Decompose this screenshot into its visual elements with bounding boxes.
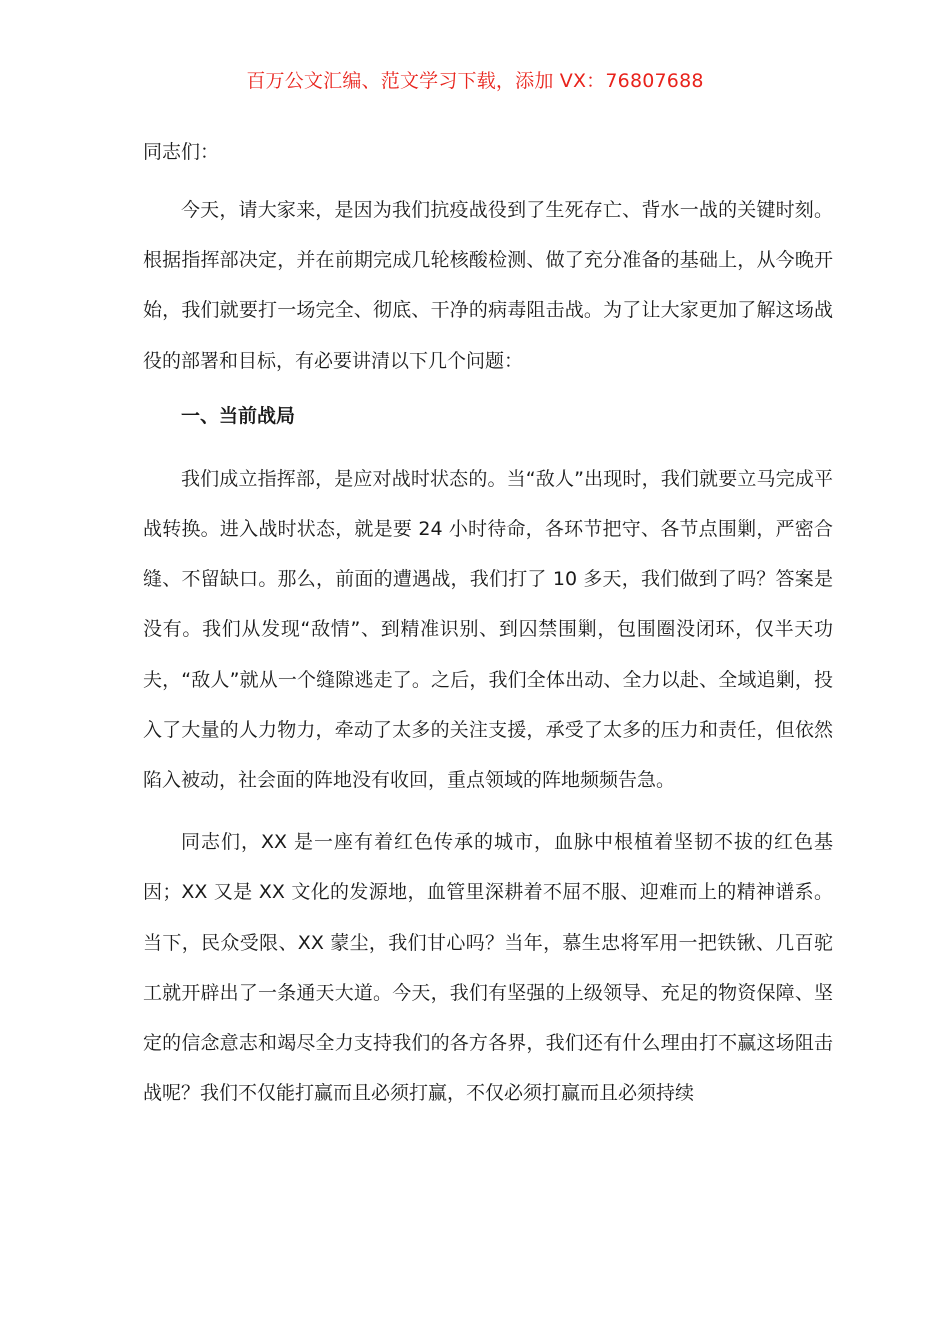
- section-paragraph: 同志们，XX 是一座有着红色传承的城市，血脉中根植着坚韧不拔的红色基因；XX 又是 XX 文化的发源地，血管里深耕着不屈不服、迎难而上的精神谱系。当下，民众受限、XX 蒙尘，我们甘心吗？当年，慕生忠将军用一把铁锹、几百驼工就开辟出了一条通天大道。今天，我们有坚强的上级领导、充足的物资保障、坚定的信念意志和竭尽全力支持我们的各方各界，我们还有什么理由打不赢这场阻击战呢？我们不仅能打赢而且必须打赢，不仅必须打赢而且必须持续: [143, 831, 833, 1105]
- intro-paragraph: 今天，请大家来，是因为我们抗疫战役到了生死存亡、背水一战的关键时刻。根据指挥部决定，并在前期完成几轮核酸检测、做了充分准备的基础上，从今晚开始，我们就要打一场完全、彻底、干净的病毒阻击战。为了让大家更加了解这场战役的部署和目标，有必要讲清以下几个问题：: [143, 199, 833, 372]
- section-heading: 一、当前战局: [181, 404, 296, 427]
- document-body: [143, 134, 833, 1130]
- section-paragraph: 我们成立指挥部，是应对战时状态的。当“敌人”出现时，我们就要立马完成平战转换。进入战时状态，就是要 24 小时待命，各环节把守、各节点围剿，严密合缝、不留缺口。那么，前面的遭遇战，我们打了 10 多天，我们做到了吗？答案是没有。我们从发现“敌情”、到精准识别、到囚禁围剿，包围圈没闭环，仅半天功夫，“敌人”就从一个缝隙逃走了。之后，我们全体出动、全力以赴、全域追剿，投入了大量的人力物力，牵动了太多的关注支援，承受了太多的压力和责任，但依然陷入被动，社会面的阵地没有收回，重点领域的阵地频频告急。: [143, 467, 833, 792]
- header-banner: 百万公文汇编、范文学习下载，添加 VX：76807688: [246, 70, 704, 92]
- salutation: 同志们：: [143, 141, 220, 163]
